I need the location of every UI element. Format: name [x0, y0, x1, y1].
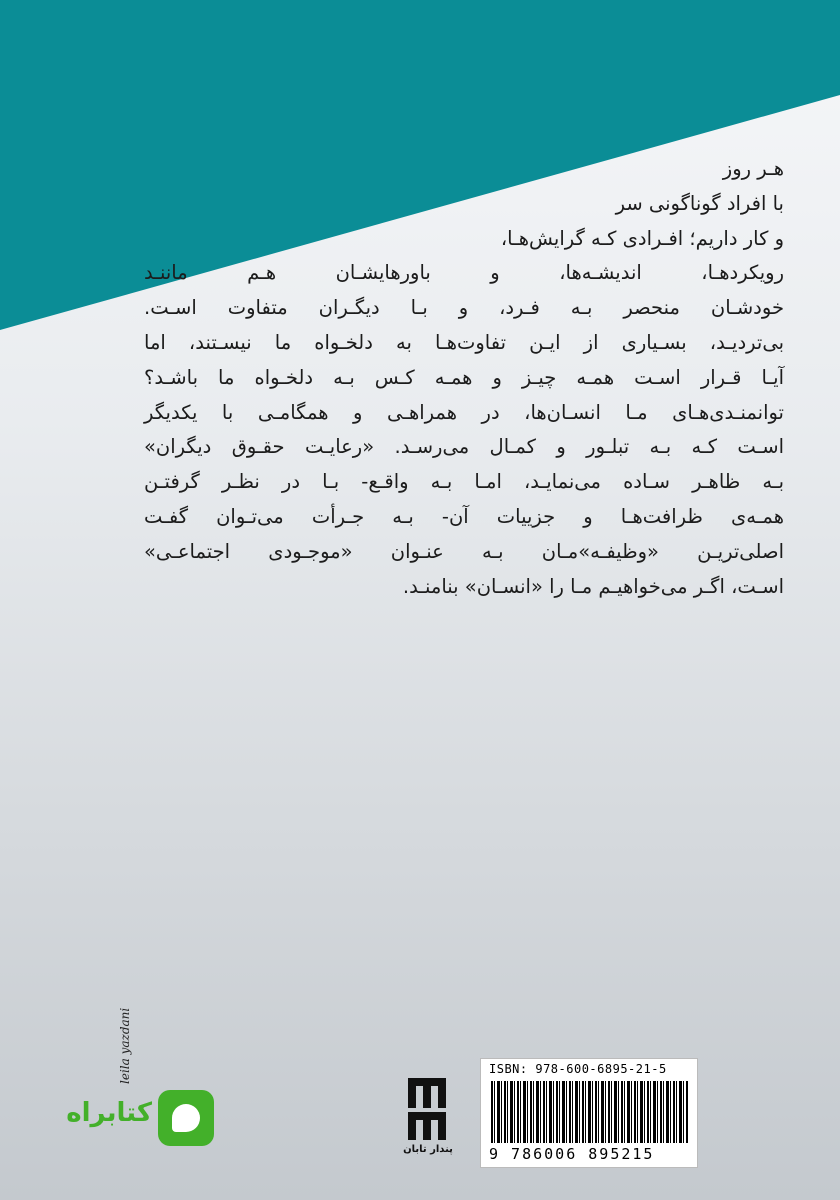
blurb-line: و کار داریم؛ افـرادی کـه گرایش‌هـا، [500, 226, 784, 250]
designer-credit: leila yazdani [118, 1007, 132, 1084]
blurb-line: آیـا قـرار اسـت همـه چیـز و همـه کـس بـه دلخـواه ما باشـد؟ [144, 365, 784, 389]
back-cover-blurb [144, 152, 784, 604]
publisher-name: پندار تابان [403, 1144, 453, 1155]
blurb-line: خودشـان منحصر بـه فـرد، و بـا دیگـران متفاوت اسـت. [144, 296, 784, 320]
ketabrah-badge-icon [158, 1090, 214, 1146]
blurb-line: با افراد گوناگونی سر [615, 191, 784, 215]
blurb-line: اصلی‌تریـن «وظیفـه»مـان بـه عنـوان «موجـودی اجتماعـی» [144, 539, 784, 563]
blurb-line: همـه‌ی ظرافت‌هـا و جزییات آن- بـه جـرأت می‌تـوان گفـت [144, 504, 784, 528]
isbn-label: ISBN: 978-600-6895-21-5 [489, 1062, 667, 1076]
blurb-line: بی‌تردیـد، بسـیاری از ایـن تفاوت‌هـا به دلخـواه ما نیسـتند، اما [144, 330, 784, 354]
publisher-logo [402, 1078, 454, 1164]
blurb-line: اسـت، اگـر می‌خواهیـم مـا را «انسـان» بنامنـد. [402, 574, 784, 598]
isbn-barcode [480, 1058, 698, 1168]
blurb-line: توانمنـدی‌هـای مـا انسـان‌ها، در همراهـی و همگامـی با یکدیگر [144, 400, 784, 424]
ketabrah-label: کتابراه [66, 1098, 152, 1128]
blurb-line: بـه ظاهـر سـاده می‌نمایـد، امـا بـه واقـع- بـا در نظـر گرفتـن [144, 470, 784, 494]
blurb-line: اسـت کـه بـه تبلـور و کمـال می‌رسـد. «رعایـت حقـوق دیگران» [144, 435, 784, 459]
blurb-line: هـر روز [722, 157, 784, 180]
barcode-bars [491, 1081, 689, 1143]
ketabrah-logo [40, 1080, 220, 1170]
barcode-digits: 9 786006 895215 [489, 1145, 655, 1163]
blurb-line: رویکردهـا، اندیشـه‌ها، و باورهایشـان هـم ماننـد [144, 261, 784, 285]
publisher-logo-icon [408, 1078, 446, 1140]
